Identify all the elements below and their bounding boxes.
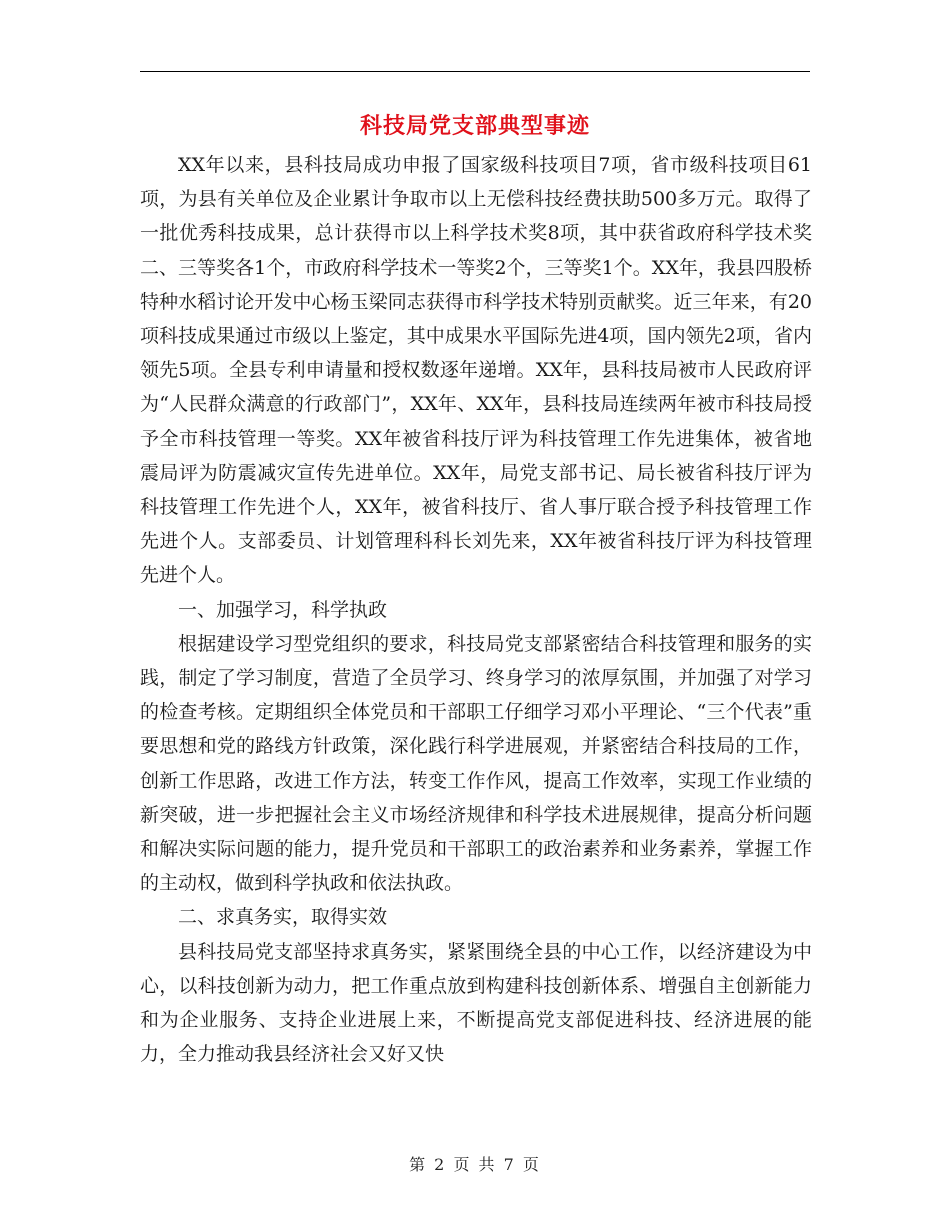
document-body	[140, 148, 812, 1071]
document-title: 科技局党支部典型事迹	[359, 113, 590, 139]
paragraph-section-1: 根据建设学习型党组织的要求，科技局党支部紧密结合科技管理和服务的实践，制定了学习制度，营造了全员学习、终身学习的浓厚氛围，并加强了对学习的检查考核。定期组织全体党员和干部职工仔细学习邓小平理论、“三个代表”重要思想和党的路线方针政策，深化践行科学进展观，并紧密结合科技局的工作，创新工作思路，改进工作方法，转变工作作风，提高工作效率，实现工作业绩的新突破，进一步把握社会主义市场经济规律和科学技术进展规律，提高分析问题和解决实际问题的能力，提升党员和干部职工的政治素养和业务素养，掌握工作的主动权，做到科学执政和依法执政。	[140, 632, 812, 895]
paragraph-section-2: 县科技局党支部坚持求真务实，紧紧围绕全县的中心工作，以经济建设为中心，以科技创新为动力，把工作重点放到构建科技创新体系、增强自主创新能力和为企业服务、支持企业进展上来，不断提高党支部促进科技、经济进展的能力，全力推动我县经济社会又好又快	[140, 940, 812, 1066]
page-number-footer: 第 2 页 共 7 页	[409, 1155, 541, 1174]
section-heading-2: 二、求真务实，取得实效	[178, 906, 388, 929]
section-heading-1: 一、加强学习，科学执政	[178, 598, 388, 621]
paragraph-intro: XX年以来，县科技局成功申报了国家级科技项目7项，省市级科技项目61项，为县有关单位及企业累计争取市以上无偿科技经费扶助500多万元。取得了一批优秀科技成果，总计获得市以上科学技术奖8项，其中获省政府科学技术奖二、三等奖各1个，市政府科学技术一等奖2个，三等奖1个。XX年，我县四股桥特种水稻讨论开发中心杨玉梁同志获得市科学技术特别贡献奖。近三年来，有20项科技成果通过市级以上鉴定，其中成果水平国际先进4项，国内领先2项，省内领先5项。全县专利申请量和授权数逐年递增。XX年，县科技局被市人民政府评为“人民群众满意的行政部门”，XX年、XX年，县科技局连续两年被市科技局授予全市科技管理一等奖。XX年被省科技厅评为科技管理工作先进集体，被省地震局评为防震减灾宣传先进单位。XX年，局党支部书记、局长被省科技厅评为科技管理工作先进个人，XX年，被省科技厅、省人事厅联合授予科技管理工作先进个人。支部委员、计划管理科科长刘先来，XX年被省科技厅评为科技管理先进个人。	[140, 154, 812, 587]
header-rule	[140, 71, 810, 72]
